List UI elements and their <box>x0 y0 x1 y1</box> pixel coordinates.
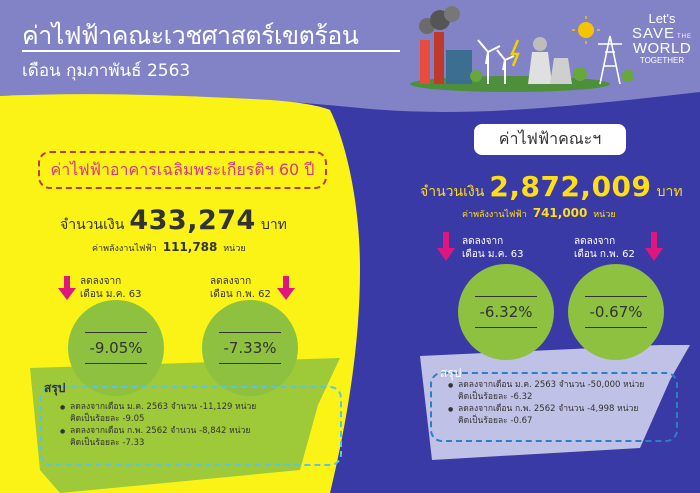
page-subtitle: เดือน กุมภาพันธ์ 2563 <box>22 61 191 81</box>
left-compare2-circle <box>202 300 298 396</box>
left-compare1-line1: ลดลงจาก <box>80 276 122 287</box>
left-summary-title: สรุป <box>44 381 66 395</box>
logo-line1: Let's <box>648 11 676 26</box>
left-amount-unit: บาท <box>260 217 287 233</box>
left-energy-value: 111,788 <box>162 240 218 254</box>
right-energy-unit: หน่วย <box>593 210 616 220</box>
right-compare1-line2: เดือน ม.ค. 63 <box>462 248 524 260</box>
left-compare1-value: -9.05% <box>89 339 143 357</box>
right-arrow-2-icon <box>645 232 663 261</box>
left-summary-item2: ● ลดลงจากเดือน ก.พ. 2562 จำนวน -8,842 หน่วย <box>60 426 256 438</box>
right-summary-item2: ● ลดลงจากเดือน ก.พ. 2562 จำนวน -4,998 หน่วย <box>448 404 644 416</box>
right-energy-value: 741,000 <box>532 206 588 220</box>
left-summary-item1-sub: คิดเป็นร้อยละ -9.05 <box>70 413 145 424</box>
logo-line4: TOGETHER <box>639 56 685 66</box>
left-energy-label: ค่าพลังงานไฟฟ้า <box>92 244 157 254</box>
left-compare1-line2: เดือน ม.ค. 63 <box>80 288 142 300</box>
left-compare2-label <box>210 276 271 301</box>
right-compare1-label <box>462 236 523 261</box>
save-the-world-logo <box>632 12 692 66</box>
right-summary-item1-sub: คิดเป็นร้อยละ -6.32 <box>458 391 533 402</box>
right-compare2-line1: ลดลงจาก <box>574 236 616 247</box>
logo-line2: SAVE <box>632 24 675 42</box>
logo-line3: WORLD <box>632 40 692 58</box>
right-energy-label: ค่าพลังงานไฟฟ้า <box>462 210 527 220</box>
left-summary-list <box>60 402 256 450</box>
right-compare2-value: -0.67% <box>589 303 643 321</box>
left-energy-unit: หน่วย <box>223 244 246 254</box>
right-amount-label: จำนวนเงิน <box>420 184 485 200</box>
left-compare1-circle <box>68 300 164 396</box>
title-underline <box>22 50 400 52</box>
right-compare1-circle <box>458 264 554 360</box>
logo-line2-small: THE <box>676 33 692 40</box>
page-title: ค่าไฟฟ้าคณะเวชศาสตร์เขตร้อน <box>22 21 359 50</box>
right-summary-list <box>448 380 644 428</box>
left-compare2-line1: ลดลงจาก <box>210 276 252 287</box>
right-summary-item1: ● ลดลงจากเดือน ม.ค. 2563 จำนวน -50,000 หน่วย <box>448 380 644 392</box>
right-amount-unit: บาท <box>656 184 683 200</box>
right-amount-value: 2,872,009 <box>489 170 652 203</box>
left-amount-value: 433,274 <box>129 205 256 236</box>
right-summary-item2-sub: คิดเป็นร้อยละ -0.67 <box>458 415 533 426</box>
left-amount <box>60 205 287 236</box>
right-compare1-value: -6.32% <box>479 303 533 321</box>
right-energy <box>462 206 616 221</box>
right-summary-title: สรุป <box>440 366 462 380</box>
right-compare2-line2: เดือน ก.พ. 62 <box>574 248 635 260</box>
right-compare1-line1: ลดลงจาก <box>462 236 504 247</box>
left-amount-label: จำนวนเงิน <box>60 217 125 233</box>
right-compare2-label <box>574 236 635 261</box>
left-compare1-label <box>80 276 141 301</box>
right-heading: ค่าไฟฟ้าคณะฯ <box>474 124 626 155</box>
right-compare2-circle <box>568 264 664 360</box>
left-compare2-value: -7.33% <box>223 339 277 357</box>
left-heading: ค่าไฟฟ้าอาคารเฉลิมพระเกียรติฯ 60 ปี <box>38 151 327 189</box>
left-summary-item1: ● ลดลงจากเดือน ม.ค. 2563 จำนวน -11,129 หน่วย <box>60 402 256 414</box>
left-summary-item2-sub: คิดเป็นร้อยละ -7.33 <box>70 437 145 448</box>
right-arrow-1-icon <box>437 232 455 261</box>
left-energy <box>92 240 246 255</box>
left-compare2-line2: เดือน ก.พ. 62 <box>210 288 271 300</box>
right-amount <box>420 170 683 203</box>
